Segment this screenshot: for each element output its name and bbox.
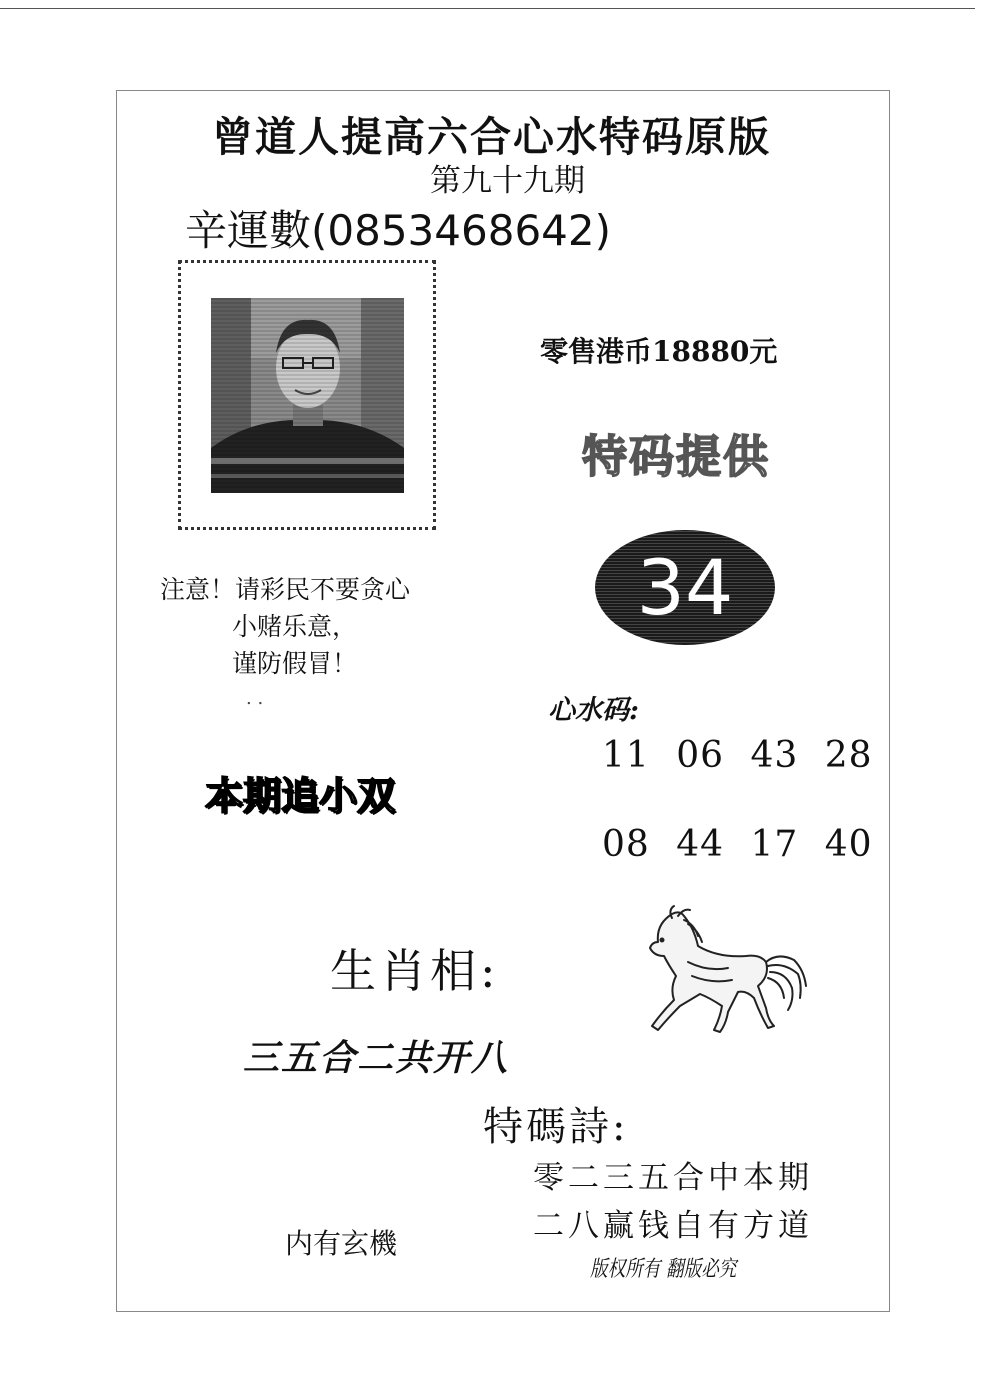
issue-number: 第九十九期 [430, 163, 585, 199]
lucky-number: 辛運數(0853468642) [185, 206, 611, 255]
portrait-image [211, 298, 404, 493]
poem-line-2: 二八赢钱自有方道 [533, 1208, 813, 1244]
zodiac-label: 生肖相: [330, 944, 500, 998]
notice-line-2: 小赌乐意， [232, 612, 358, 641]
heart-codes-row-1: 11 06 43 28 [602, 735, 873, 776]
dots-mark: . . [246, 688, 264, 709]
inner-note: 内有玄機 [285, 1227, 398, 1260]
notice-line-3: 谨防假冒！ [232, 649, 358, 678]
heart-codes-row-2: 08 44 17 40 [602, 824, 873, 865]
zodiac-combo: 三五合二共开八 [243, 1038, 510, 1079]
page-title: 曾道人提高六合心水特码原版 [212, 113, 771, 161]
poem-line-1: 零二三五合中本期 [533, 1160, 813, 1196]
top-border-line [0, 8, 975, 9]
retail-price: 零售港币18880元 [540, 335, 778, 368]
portrait-photo [211, 298, 404, 493]
special-code-heading: 特码提供 [582, 430, 771, 483]
copyright-notice: 版权所有 翻版必究 [590, 1257, 737, 1282]
period-hint: 本期追小双 [205, 774, 396, 818]
heart-codes-label: 心水码: [548, 695, 639, 726]
special-number: 34 [636, 543, 734, 632]
horse-icon [628, 902, 808, 1037]
notice-line-1: 注意！请彩民不要贪心 [160, 575, 411, 604]
poem-title: 特碼詩: [483, 1104, 629, 1150]
